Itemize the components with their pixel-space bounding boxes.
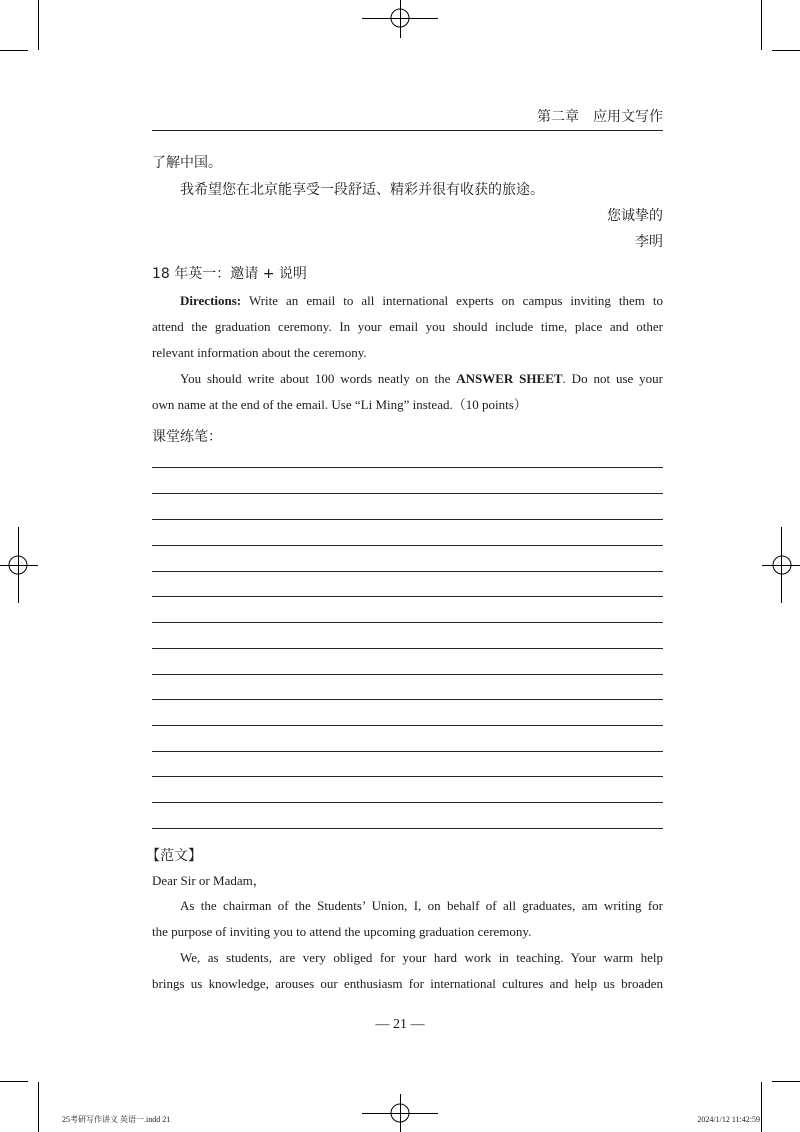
directions-line: relevant information about the ceremony. bbox=[152, 345, 367, 360]
directions-line bbox=[180, 291, 663, 311]
instructions-line: own name at the end of the email. Use “Li Ming” instead.（10 points） bbox=[152, 397, 527, 412]
slug-filename: 25考研写作讲义 英语一.indd 21 bbox=[62, 1115, 171, 1124]
letter-text-line: 我希望您在北京能享受一段舒适、精彩并很有收获的旅途。 bbox=[180, 182, 544, 198]
writing-line bbox=[152, 725, 663, 726]
writing-line bbox=[152, 596, 663, 597]
letter-text-line: 了解中国。 bbox=[152, 155, 222, 171]
running-header: 第二章 应用文写作 bbox=[537, 109, 663, 125]
directions-line: attend the graduation ceremony. In your email you should include time, place and other bbox=[152, 319, 663, 334]
instructions-text: . Do not use your bbox=[562, 371, 663, 386]
section-heading: 18 年英一：邀请 + 说明 bbox=[152, 266, 307, 282]
writing-line bbox=[152, 519, 663, 520]
writing-line bbox=[152, 493, 663, 494]
letter-signature: 李明 bbox=[635, 234, 663, 250]
sample-paragraph-line: brings us knowledge, arouses our enthusiasm for international cultures and help us broaden bbox=[152, 976, 663, 991]
sample-paragraph-line: We, as students, are very obliged for your hard work in teaching. Your warm help bbox=[180, 950, 663, 965]
crop-mark-top-right bbox=[762, 0, 800, 51]
writing-line bbox=[152, 802, 663, 803]
writing-line bbox=[152, 648, 663, 649]
sample-paragraph-line: As the chairman of the Students’ Union, I, on behalf of all graduates, am writing for bbox=[180, 898, 663, 913]
registration-mark-left bbox=[0, 527, 38, 603]
writing-line bbox=[152, 622, 663, 623]
writing-line bbox=[152, 571, 663, 572]
registration-mark-bottom bbox=[362, 1094, 438, 1132]
sample-essay-label: 【范文】 bbox=[146, 848, 202, 864]
instructions-line bbox=[180, 369, 663, 389]
slug-timestamp: 2024/1/12 11:42:59 bbox=[697, 1115, 760, 1124]
writing-line bbox=[152, 699, 663, 700]
directions-text: Write an email to all international experts on campus inviting them to bbox=[248, 293, 664, 308]
header-rule bbox=[152, 130, 663, 131]
sample-salutation: Dear Sir or Madam， bbox=[152, 873, 266, 888]
answer-sheet-emphasis: ANSWER SHEET bbox=[456, 371, 563, 386]
writing-line bbox=[152, 828, 663, 829]
crop-mark-bottom-right bbox=[762, 1082, 800, 1132]
instructions-text: You should write about 100 words neatly on the bbox=[180, 371, 457, 386]
letter-closing: 您诚挚的 bbox=[607, 208, 663, 224]
practice-label: 课堂练笔： bbox=[152, 429, 222, 445]
writing-line bbox=[152, 751, 663, 752]
sample-paragraph-line: the purpose of inviting you to attend the upcoming graduation ceremony. bbox=[152, 924, 532, 939]
writing-line bbox=[152, 467, 663, 468]
directions-label: Directions: bbox=[180, 293, 242, 308]
crop-mark-bottom-left bbox=[0, 1082, 39, 1132]
crop-mark-top-left bbox=[0, 0, 39, 51]
writing-line bbox=[152, 545, 663, 546]
registration-mark-right bbox=[762, 527, 800, 603]
writing-line bbox=[152, 674, 663, 675]
writing-line bbox=[152, 776, 663, 777]
registration-mark-top bbox=[362, 0, 438, 38]
page-number: — 21 — bbox=[375, 1017, 425, 1032]
